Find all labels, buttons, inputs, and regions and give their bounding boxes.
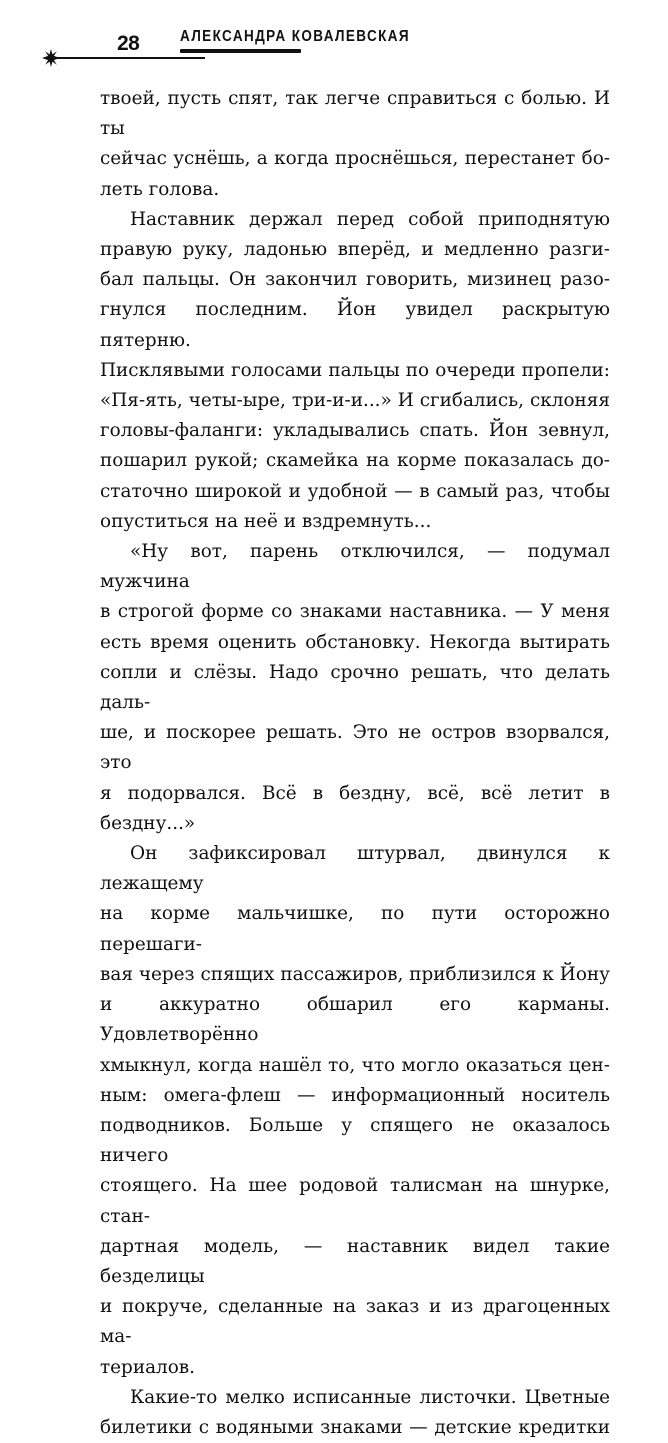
line: бал пальцы. Он закончил говорить, мизинец разо- [100,269,610,291]
line: в строгой форме со знаками наставника. — У меня [100,601,610,623]
line: ше, и поскорее решать. Это не остров взорвался, это [100,722,610,774]
line: есть время оценить обстановку. Некогда вытирать [100,631,610,653]
line: Какие-то мелко исписанные листочки. Цветные [130,1386,610,1408]
line: Наставник держал перед собой приподнятую [130,208,610,230]
line: и аккуратно обшарил его карманы. Удовлетворённо [100,994,610,1046]
line: сейчас уснёшь, а когда проснёшься, перестанет бо- [100,148,610,170]
title-underline [180,49,301,53]
line: ным: омега-флеш — информационный носитель [100,1084,610,1106]
line: статочно широкой и удобной — в самый раз, чтобы [100,480,610,502]
header-rule [52,57,205,59]
line: «Пя-ять, четы-ыре, три-и-и...» И сгибались, склоняя [100,390,610,412]
line: леть голова. [100,178,220,200]
paragraph [100,84,610,205]
line: хмыкнул, когда нашёл то, что могло оказаться цен- [100,1054,610,1076]
line: головы-фаланги: укладывались спать. Йон зевнул, [100,420,610,442]
line: вая через спящих пассажиров, приблизился к Йону [100,963,610,985]
line: дартная модель, — наставник видел такие безделицы [100,1235,610,1287]
line: на корме мальчишке, по пути осторожно перешаги- [100,903,610,955]
line: гнулся последним. Йон увидел раскрытую пятерню. [100,299,610,351]
line: сопли и слёзы. Надо срочно решать, что делать даль- [100,661,610,714]
line: подводников. Больше у спящего не оказалось ничего [100,1114,610,1167]
running-title: АЛЕКСАНДРА КОВАЛЕВСКАЯ [180,27,410,45]
line: я подорвался. Всё в бездну, всё, всё летит в бездну...» [100,782,610,834]
line: пошарил рукой; скамейка на корме показалась до- [100,450,610,472]
line: опуститься на неё и вздремнуть... [100,510,432,532]
line: териалов. [100,1356,196,1378]
paragraph [100,839,610,1383]
line: и покруче, сделанные на заказ и из драгоценных ма- [100,1296,610,1348]
line: стоящего. На шее родовой талисман на шнурке, стан- [100,1175,610,1227]
line: билетики с водяными знаками — детские кредитки [100,1416,610,1438]
page-header [0,0,668,80]
line: Он зафиксировал штурвал, двинулся к лежащему [100,843,610,895]
paragraph [100,537,610,839]
page-number: 28 [117,32,140,55]
paragraph [100,1383,610,1443]
paragraph [100,205,610,537]
line: правую руку, ладонью вперёд, и медленно разги- [100,239,610,261]
line: Писклявыми голосами пальцы по очереди пропели: [100,359,610,381]
line: твоей, пусть спят, так легче справиться с болью. И ты [100,88,610,140]
line: «Ну вот, парень отключился, — подумал мужчина [100,541,610,593]
body-text [100,84,610,1443]
